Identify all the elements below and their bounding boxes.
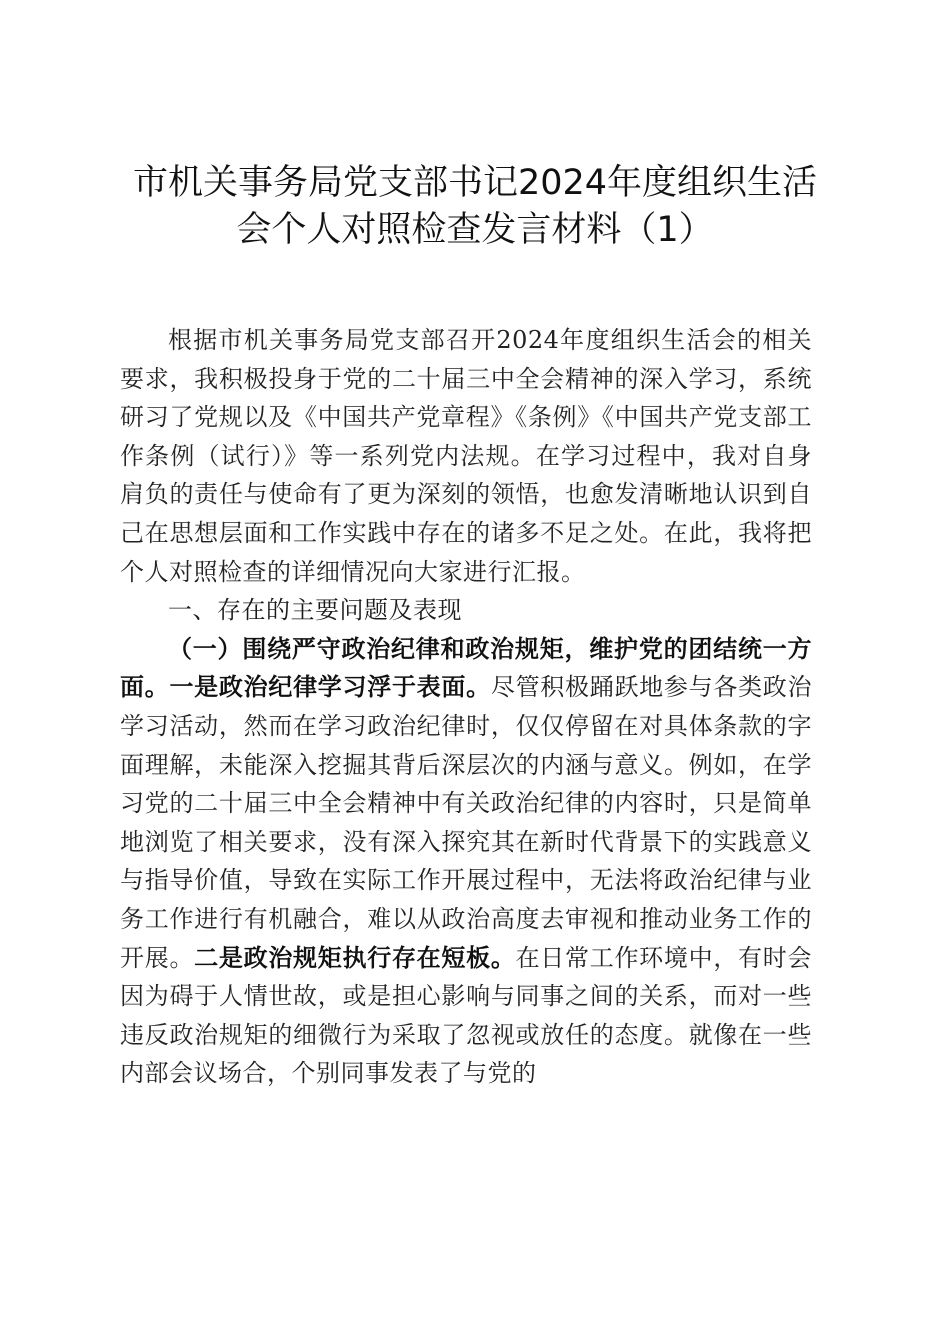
title-line-1: 市机关事务局党支部书记2024年度组织生活 [132, 163, 818, 203]
document-body [120, 321, 812, 1093]
point-2-heading: 二是政治规矩执行存在短板。 [194, 943, 516, 972]
title-line-2: 会个人对照检查发言材料（1） [236, 210, 714, 250]
subsection-heading: （一）围绕严守政治纪律和政治规矩，维护党的团结统一方面。 [120, 634, 812, 702]
section-heading: 一、存在的主要问题及表现 [168, 596, 462, 625]
document-title [100, 160, 850, 254]
point-1-text: 尽管积极踊跃地参与各类政治学习活动，然而在学习政治纪律时，仅仅停留在对具体条款的字面理解，未能深入挖掘其背后深层次的内涵与意义。例如，在学习党的二十届三中全会精神中有关政治纪律的内容时，只是简单地浏览了相关要求，没有深入探究其在新时代背景下的实践意义与指导价值，导致在实际工作开展过程中，无法将政治纪律与业务工作进行有机融合，难以从政治高度去审视和推动业务工作的开展。 [120, 673, 813, 972]
point-2-text: 在日常工作环境中，有时会因为碍于人情世故，或是担心影响与同事之间的关系，而对一些违反政治规矩的细微行为采取了忽视或放任的态度。就像在一些内部会议场合，个别同事发表了与党的 [120, 943, 813, 1088]
intro-paragraph: 根据市机关事务局党支部召开2024年度组织生活会的相关要求，我积极投身于党的二十届三中全会精神的深入学习，系统研习了党规以及《中国共产党章程》《条例》《中国共产党支部工作条例（试行）》等一系列党内法规。在学习过程中，我对自身肩负的责任与使命有了更为深刻的领悟，也愈发清晰地认识到自己在思想层面和工作实践中存在的诸多不足之处。在此，我将把个人对照检查的详细情况向大家进行汇报。 [120, 326, 812, 586]
point-1-heading: 一是政治纪律学习浮于表面。 [169, 673, 491, 702]
subsection-paragraph [120, 630, 812, 1093]
